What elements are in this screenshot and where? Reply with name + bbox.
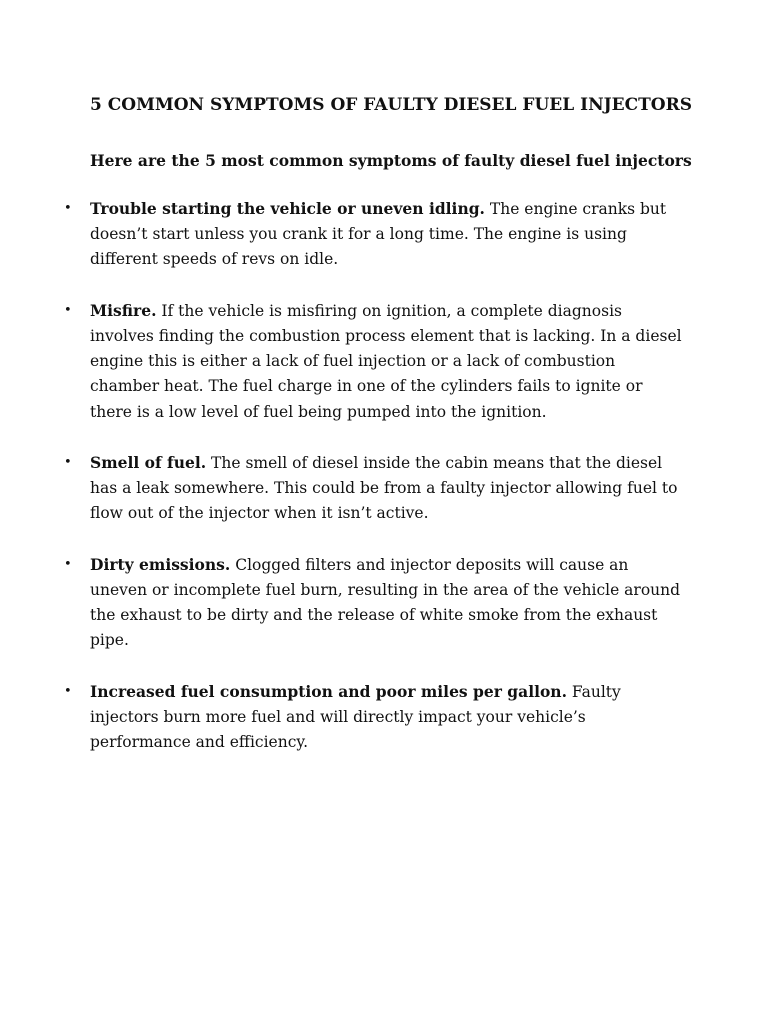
symptom-lead: Increased fuel consumption and poor miles per gallon. xyxy=(90,681,567,701)
bullet-icon: • xyxy=(64,201,72,216)
symptom-text: The smell of diesel inside the cabin means that the diesel has a leak somewhere. This could be from a faulty injector allowing fuel to flow out of the injector when it isn’t active. xyxy=(90,454,678,523)
intro-paragraph: Here are the 5 most common symptoms of faulty diesel fuel injectors xyxy=(90,151,692,170)
symptom-lead: Trouble starting the vehicle or uneven idling. xyxy=(90,199,485,218)
list-item xyxy=(0,552,686,654)
bullet-icon: • xyxy=(64,683,72,699)
symptom-text: The engine cranks but doesn’t start unless you crank it for a long time. The engine is using different speeds of revs on idle. xyxy=(90,200,667,269)
symptom-list xyxy=(0,196,768,781)
document-title: 5 COMMON SYMPTOMS OF FAULTY DIESEL FUEL INJECTORS xyxy=(90,95,692,115)
symptom-text: Clogged filters and injector deposits will cause an uneven or incomplete fuel burn, resulting in the area of the vehicle around the exhaust to be dirty and the release of white smoke from the exhaust pipe. xyxy=(90,555,681,650)
list-item xyxy=(0,298,686,425)
bullet-icon: • xyxy=(64,455,72,470)
bullet-icon: • xyxy=(64,556,72,572)
symptom-lead: Smell of fuel. xyxy=(90,453,207,472)
bullet-icon: • xyxy=(64,302,72,318)
list-item xyxy=(0,679,686,756)
list-item xyxy=(0,450,686,527)
symptom-text: Faulty injectors burn more fuel and will directly impact your vehicle’s performance and efficiency. xyxy=(90,682,621,752)
symptom-text: If the vehicle is misfiring on ignition, a complete diagnosis involves finding the combustion process element that is lacking. In a diesel engine this is either a lack of fuel injection or a lack of combustion chamber heat. The fuel charge in one of the cylinders fails to ignite or there is a low level of fuel being pumped into the ignition. xyxy=(90,301,682,421)
symptom-lead: Dirty emissions. xyxy=(90,554,231,574)
symptom-lead: Misfire. xyxy=(90,300,157,320)
list-item xyxy=(0,196,686,273)
